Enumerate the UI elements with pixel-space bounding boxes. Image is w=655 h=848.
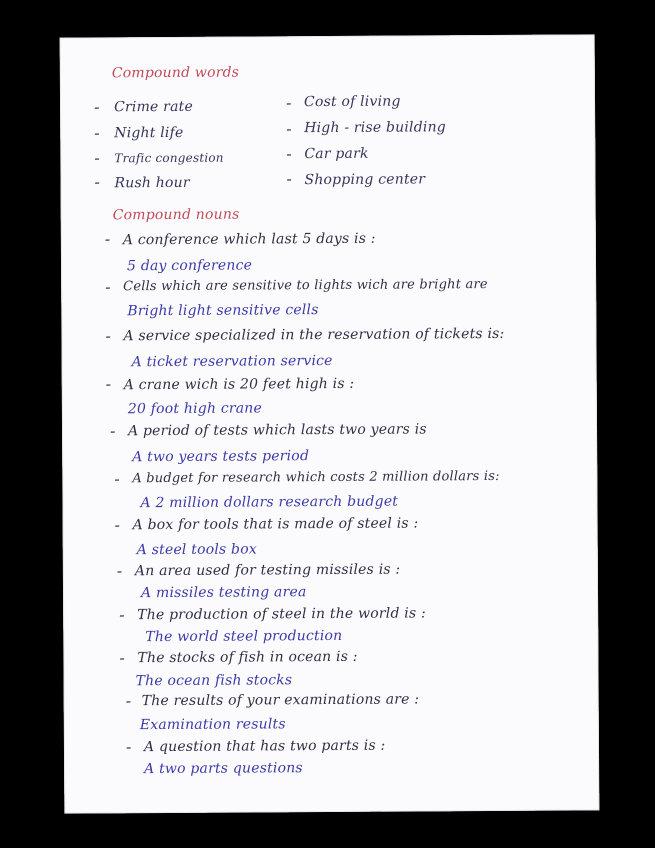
noun-question-3: A service specialized in the reservation of tickets is: <box>123 325 505 345</box>
noun-question-9: The production of steel in the world is : <box>137 605 426 624</box>
bullet-dash: - <box>105 374 112 394</box>
noun-answer-11: Examination results <box>139 716 286 734</box>
bullet-dash: - <box>114 515 121 535</box>
noun-answer-6: A 2 million dollars research budget <box>140 493 399 512</box>
noun-question-4: A crane wich is 20 feet high is : <box>123 375 355 394</box>
compound-word-left-1: Crime rate <box>114 98 193 116</box>
noun-answer-12: A two parts questions <box>144 760 303 778</box>
noun-question-10: The stocks of fish in ocean is : <box>137 648 358 667</box>
compound-word-right-3: Car park <box>304 145 369 163</box>
bullet-dash: - <box>94 97 100 117</box>
compound-word-left-3: Trafic congestion <box>114 150 224 166</box>
bullet-dash: - <box>105 277 111 297</box>
bullet-dash: - <box>109 421 116 441</box>
compound-word-right-1: Cost of living <box>303 93 401 111</box>
bullet-dash: - <box>116 561 123 581</box>
bullet-dash: - <box>285 93 292 113</box>
noun-question-2: Cells which are sensitive to lights wich are bright are <box>123 277 488 295</box>
bullet-dash: - <box>105 326 112 346</box>
bullet-dash: - <box>286 119 292 139</box>
bullet-dash: - <box>125 737 132 757</box>
bullet-dash: - <box>125 691 132 711</box>
noun-answer-2: Bright light sensitive cells <box>127 302 319 320</box>
heading-compound-nouns: Compound nouns <box>112 206 240 224</box>
bullet-dash: - <box>94 123 100 143</box>
bullet-dash: - <box>94 148 101 168</box>
handwritten-page <box>60 34 600 813</box>
bullet-dash: - <box>104 229 111 249</box>
noun-answer-10: The ocean fish stocks <box>135 672 293 690</box>
noun-answer-7: A steel tools box <box>136 541 257 559</box>
noun-question-8: An area used for testing missiles is : <box>134 561 401 580</box>
noun-answer-1: 5 day conference <box>126 257 253 275</box>
bullet-dash: - <box>94 172 101 192</box>
noun-question-5: A period of tests which lasts two years is <box>127 421 427 440</box>
heading-compound-words: Compound words <box>111 64 240 82</box>
noun-question-1: A conference which last 5 days is : <box>122 230 376 249</box>
compound-word-left-2: Night life <box>114 124 184 142</box>
noun-question-7: A box for tools that is made of steel is : <box>132 515 419 534</box>
noun-answer-4: 20 foot high crane <box>127 400 263 418</box>
noun-answer-5: A two years tests period <box>132 448 310 466</box>
compound-word-right-2: High - rise building <box>304 119 446 137</box>
bullet-dash: - <box>119 605 125 625</box>
noun-answer-8: A missiles testing area <box>140 584 307 602</box>
noun-question-12: A question that has two parts is : <box>143 737 386 756</box>
noun-answer-3: A ticket reservation service <box>131 352 333 371</box>
noun-question-11: The results of your examinations are : <box>141 691 420 710</box>
noun-answer-9: The world steel production <box>145 627 343 646</box>
bullet-dash: - <box>114 469 120 489</box>
bullet-dash: - <box>119 648 126 668</box>
compound-word-left-4: Rush hour <box>114 174 190 192</box>
bullet-dash: - <box>286 144 293 164</box>
noun-question-6: A budget for research which costs 2 million dollars is: <box>132 468 500 487</box>
compound-word-right-4: Shopping center <box>304 171 426 189</box>
bullet-dash: - <box>286 169 293 189</box>
